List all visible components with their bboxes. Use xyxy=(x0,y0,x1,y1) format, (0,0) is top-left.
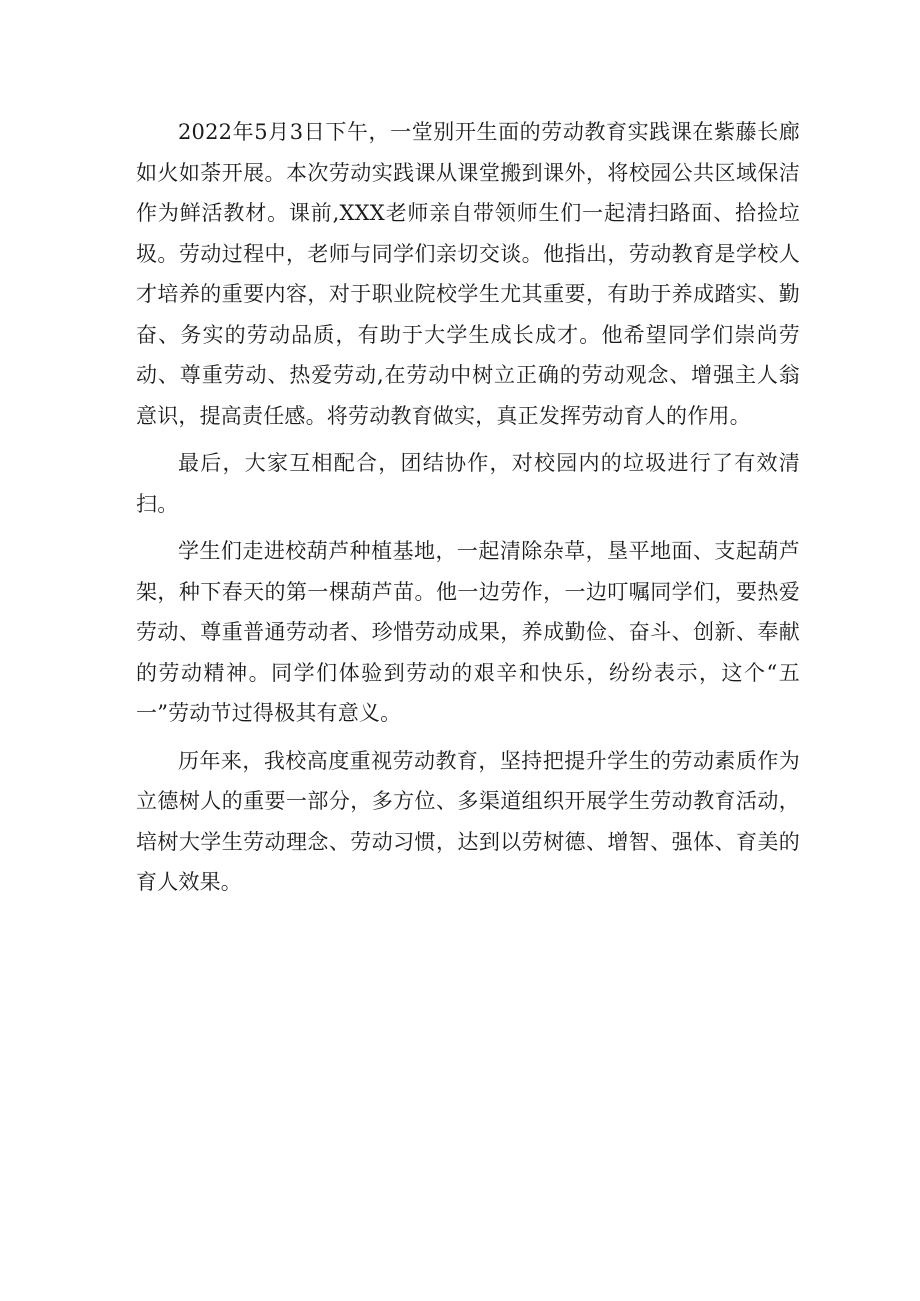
paragraph-cleanup: 最后，大家互相配合，团结协作，对校园内的垃圾进行了有效清扫。 xyxy=(136,451,800,516)
paragraph-school-policy: 历年来，我校高度重视劳动教育，坚持把提升学生的劳动素质作为立德树人的重要一部分，多方位、多渠道组织开展学生劳动教育活动，培树大学生劳动理念、劳动习惯，达到以劳树德、增智、强体、育美的育人效果。 xyxy=(136,748,800,894)
paragraph-gourd-planting: 学生们走进校葫芦种植基地，一起清除杂草，垦平地面、支起葫芦架，种下春天的第一棵葫芦苗。他一边劳作，一边叮嘱同学们，要热爱劳动、尊重普通劳动者、珍惜劳动成果，养成勤俭、奋斗、创新、奉献的劳动精神。同学们体验到劳动的艰辛和快乐，纷纷表示，这个“五一”劳动节过得极其有意义。 xyxy=(136,539,800,725)
article-body xyxy=(136,112,800,903)
paragraph-event-description: 2022年5月3日下午，一堂别开生面的劳动教育实践课在紫藤长廊如火如荼开展。本次劳动实践课从课堂搬到课外，将校园公共区域保洁作为鲜活教材。课前,XXX老师亲自带领师生们一起清扫路面、拾捡垃圾。劳动过程中，老师与同学们亲切交谈。他指出，劳动教育是学校人才培养的重要内容，对于职业院校学生尤其重要，有助于养成踏实、勤奋、务实的劳动品质，有助于大学生成长成才。他希望同学们崇尚劳动、尊重劳动、热爱劳动,在劳动中树立正确的劳动观念、增强主人翁意识，提高责任感。将劳动教育做实，真正发挥劳动育人的作用。 xyxy=(136,120,800,428)
